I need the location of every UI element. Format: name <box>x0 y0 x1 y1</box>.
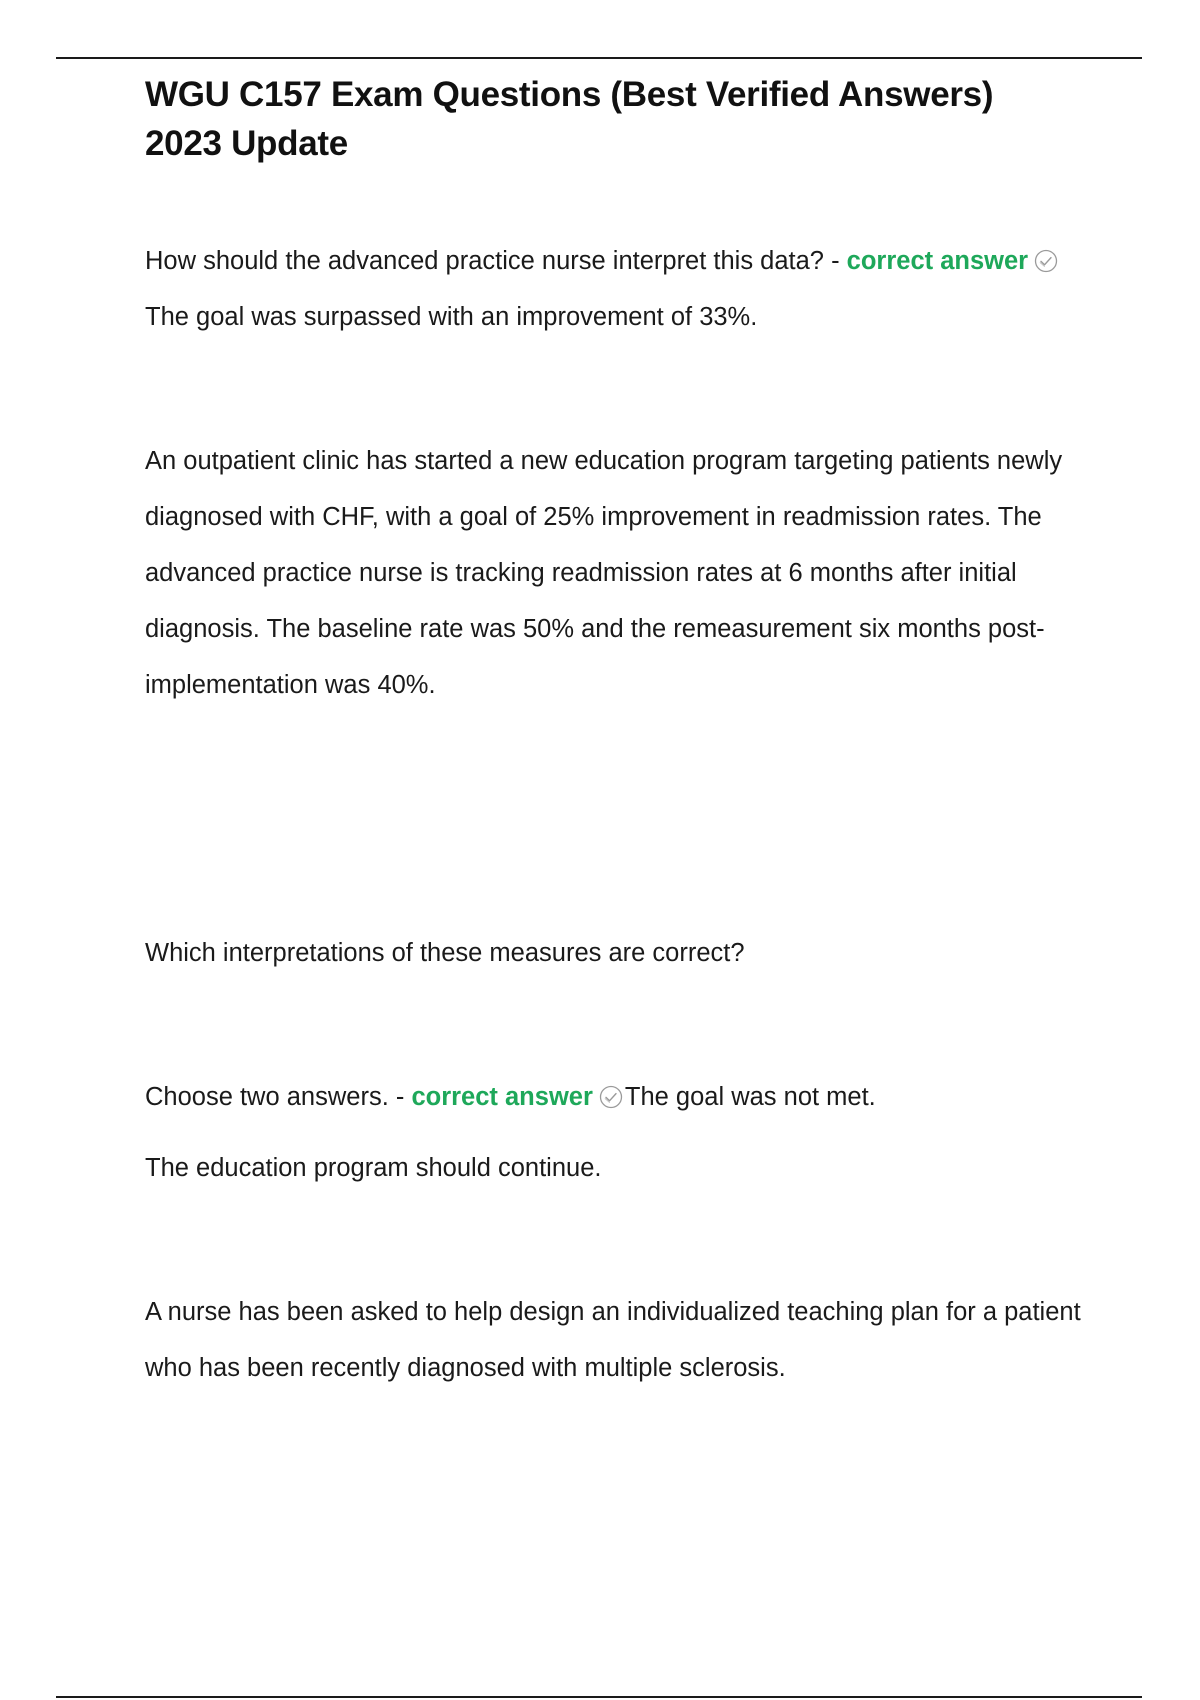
instruction-text: Choose two answers. - <box>145 1083 412 1111</box>
verified-check-icon <box>599 1085 623 1109</box>
question-2-text: Which interpretations of these measures are correct? <box>145 939 745 967</box>
question-2-answer <box>145 1069 1085 1125</box>
question-3-scenario: A nurse has been asked to help design an individualized teaching plan for a patient who has been recently diagnosed with multiple sclerosis. <box>145 1298 1081 1382</box>
correct-answer-label: correct answer <box>411 1083 593 1111</box>
top-rule <box>56 57 1142 59</box>
answer-2a-text: The goal was not met. <box>624 1083 876 1111</box>
answer-1-text: The goal was surpassed with an improvement of 33%. <box>145 303 758 331</box>
title-line-2: 2023 Update <box>145 124 348 163</box>
verified-check-icon <box>1034 249 1058 273</box>
page-title <box>145 70 1085 168</box>
question-1-text: How should the advanced practice nurse interpret this data? - <box>145 247 847 275</box>
question-1 <box>145 233 1085 345</box>
correct-answer-label: correct answer <box>846 247 1029 275</box>
title-line-1: WGU C157 Exam Questions (Best Verified Answers) <box>145 75 994 114</box>
answer-2b-text: The education program should continue. <box>145 1154 602 1182</box>
document-header <box>145 70 1085 168</box>
question-2-scenario: An outpatient clinic has started a new education program targeting patients newly diagnosed with CHF, with a goal of 25% improvement in readmission rates. The advanced practice nurse is tracking readmission rates at 6 months after initial diagnosis. The baseline rate was 50% and the remeasurement six months post-implementation was 40%. <box>145 447 1063 699</box>
bottom-rule <box>56 1696 1142 1698</box>
